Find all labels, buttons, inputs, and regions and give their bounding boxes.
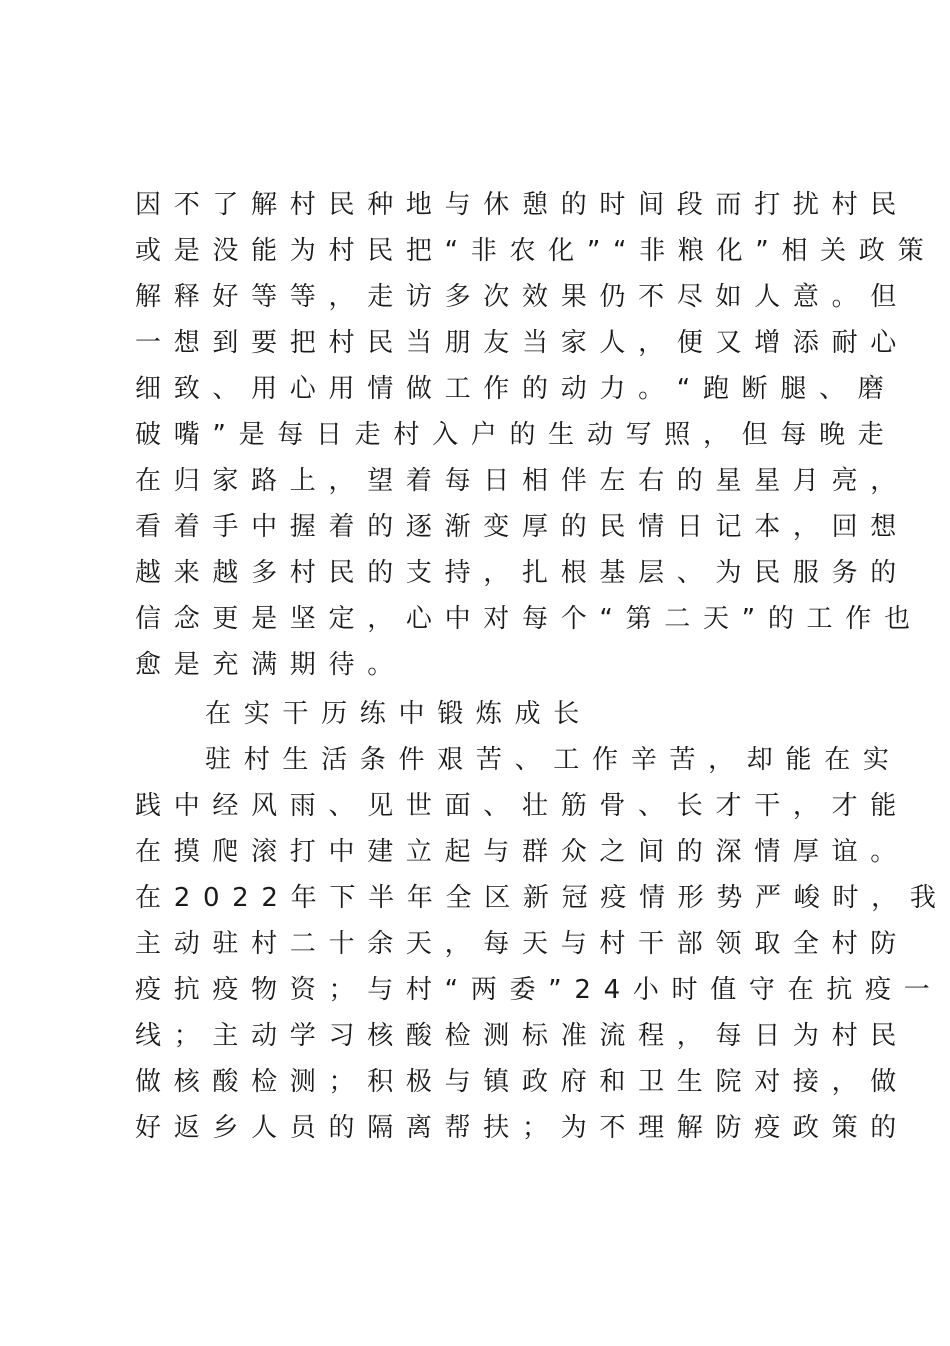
section-heading: 在实干历练中锻炼成长 — [205, 699, 593, 729]
text-line: 一想到要把村民当朋友当家人，便又增添耐心 — [135, 328, 910, 358]
text-line: 细致、用心用情做工作的动力。“跑断腿、磨 — [135, 374, 897, 404]
text-line: 看着手中握着的逐渐变厚的民情日记本，回想 — [135, 512, 910, 542]
text-line: 线；主动学习核酸检测标准流程，每日为村民 — [135, 1021, 910, 1051]
text-line: 践中经风雨、见世面、壮筋骨、长才干，才能 — [135, 791, 910, 821]
text-line: 好返乡人员的隔离帮扶；为不理解防疫政策的 — [135, 1113, 910, 1143]
paragraph-practice-growth — [135, 737, 949, 1151]
text-line: 在归家路上，望着每日相伴左右的星星月亮， — [135, 466, 910, 496]
text-line: 因不了解村民种地与休憩的时间段而打扰村民 — [135, 190, 910, 220]
text-line: 越来越多村民的支持，扎根基层、为民服务的 — [135, 558, 910, 588]
text-line: 主动驻村二十余天，每天与村干部领取全村防 — [135, 929, 910, 959]
text-line: 或是没能为村民把“非农化”“非粮化”相关政策 — [135, 236, 937, 266]
text-line: 信念更是坚定，心中对每个“第二天”的工作也 — [135, 604, 923, 634]
document-body — [135, 182, 949, 1151]
text-line: 驻村生活条件艰苦、工作辛苦，却能在实 — [205, 745, 902, 775]
text-line: 愈是充满期待。 — [135, 650, 406, 680]
text-line: 破嘴”是每日走村入户的生动写照，但每晚走 — [135, 420, 897, 450]
text-line: 在2022年下半年全区新冠疫情形势严峻时，我 — [135, 883, 949, 913]
text-line: 解释好等等，走访多次效果仍不尽如人意。但 — [135, 282, 910, 312]
paragraph-village-visits — [135, 182, 937, 688]
text-line: 疫抗疫物资；与村“两委”24小时值守在抗疫一 — [135, 975, 943, 1005]
text-line: 在摸爬滚打中建立起与群众之间的深情厚谊。 — [135, 837, 910, 867]
text-line: 做核酸检测；积极与镇政府和卫生院对接，做 — [135, 1067, 910, 1097]
